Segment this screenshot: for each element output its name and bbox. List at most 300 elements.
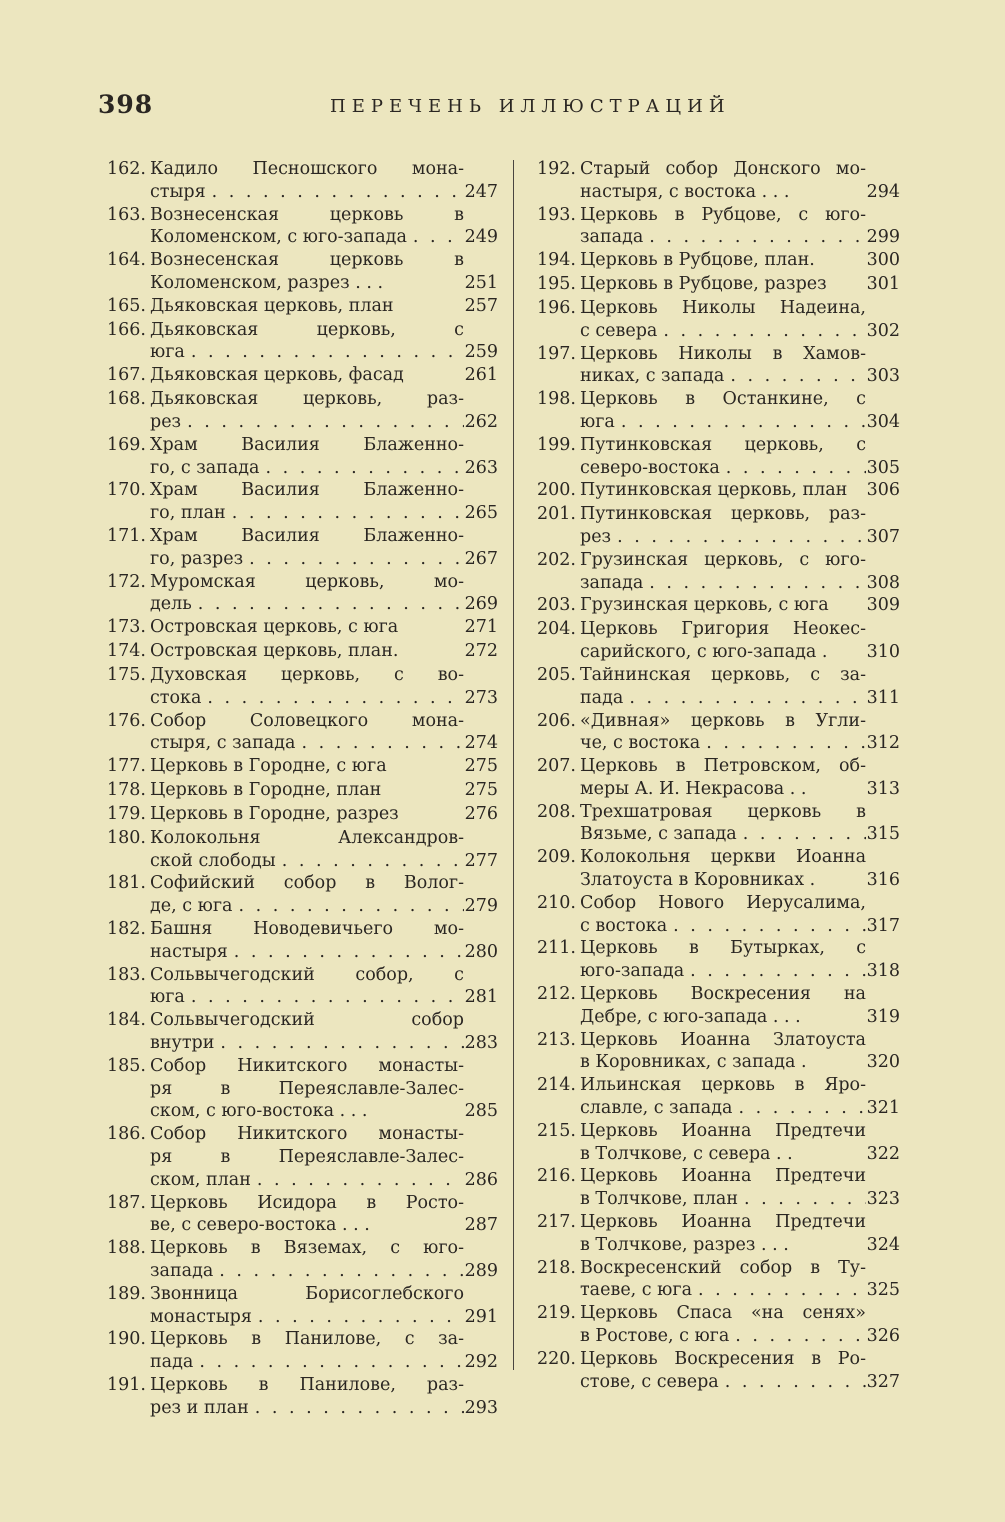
entry-number: 165. — [107, 295, 146, 316]
page-reference: 315 — [866, 824, 900, 845]
page-reference: 325 — [866, 1280, 900, 1301]
list-item — [104, 434, 498, 480]
entry-number: 203. — [537, 595, 576, 616]
entry-caption — [150, 779, 464, 802]
entry-caption — [580, 618, 866, 664]
entry-number: 210. — [537, 892, 576, 913]
caption-line: Островская церковь, с юга — [150, 617, 399, 638]
caption-line: в Толчкове, разрез . . . — [580, 1234, 789, 1255]
entry-caption — [150, 803, 464, 826]
entry-number: 202. — [537, 549, 576, 570]
list-item — [534, 846, 900, 892]
entry-number: 193. — [537, 204, 576, 225]
entry-number: 209. — [537, 847, 576, 868]
entry-caption — [580, 273, 866, 296]
caption-line: настыря, с востока . . . — [580, 181, 790, 202]
entry-caption — [580, 1029, 866, 1075]
caption-line: Тайнинская церковь, с за- — [580, 664, 866, 685]
caption-line: Духовская церковь, с во- — [150, 664, 464, 685]
list-item — [534, 249, 900, 273]
caption-line: юго-запада . . . — [580, 960, 866, 983]
caption-line: юга . . . — [150, 986, 464, 1009]
caption-line: Храм Василия Блаженно- — [150, 434, 464, 455]
caption-line: Церковь в Панилове, с за- — [150, 1329, 464, 1350]
caption-line: Муромская церковь, мо- — [150, 571, 464, 592]
caption-line: с севера . . . — [580, 320, 866, 343]
list-item — [534, 549, 900, 595]
entry-caption — [150, 872, 464, 918]
list-item — [104, 295, 498, 319]
page-reference: 318 — [866, 961, 900, 982]
list-item — [104, 779, 498, 803]
caption-line: Церковь Иоанна Златоуста — [580, 1029, 866, 1050]
list-item — [534, 1302, 900, 1348]
list-item — [534, 594, 900, 618]
list-item — [104, 249, 498, 295]
entry-caption — [150, 204, 464, 250]
page-reference: 263 — [464, 457, 498, 478]
caption-line: Собор Соловецкого мона- — [150, 710, 464, 731]
list-item — [534, 503, 900, 549]
page-reference: 307 — [866, 527, 900, 548]
list-item — [104, 479, 498, 525]
entry-number: 220. — [537, 1348, 576, 1369]
entry-caption — [150, 964, 464, 1010]
list-item — [104, 918, 498, 964]
list-item — [534, 1211, 900, 1257]
caption-line: запада . . . — [150, 1260, 464, 1283]
entry-caption — [150, 755, 464, 778]
caption-line: Софийский собор в Волог- — [150, 873, 464, 894]
page-reference: 281 — [464, 987, 498, 1008]
list-item — [104, 204, 498, 250]
caption-line: Кадило Песношского мона- — [150, 159, 464, 179]
entry-caption — [580, 249, 866, 272]
caption-line: Вознесенская церковь в — [150, 250, 464, 271]
entry-number: 180. — [107, 827, 146, 848]
list-item — [534, 1348, 900, 1394]
caption-line: Церковь Исидора в Росто- — [150, 1192, 464, 1213]
entry-caption — [580, 1348, 866, 1394]
page-reference: 272 — [464, 641, 498, 662]
page-reference: 275 — [464, 756, 498, 777]
caption-line: го, разрез . . . — [150, 548, 464, 571]
caption-line: Вознесенская церковь в — [150, 204, 464, 225]
entry-caption — [150, 640, 464, 663]
caption-line: ской слободы . . . — [150, 850, 464, 873]
page-reference: 289 — [464, 1260, 498, 1281]
entry-number: 177. — [107, 756, 146, 777]
entry-number: 178. — [107, 779, 146, 800]
caption-line: «Дивная» церковь в Угли- — [580, 710, 866, 731]
entry-caption — [150, 918, 464, 964]
entry-caption — [150, 1009, 464, 1055]
list-item — [104, 1009, 498, 1055]
list-item — [534, 297, 900, 343]
entry-caption — [580, 1165, 866, 1211]
caption-line: стока . . . — [150, 687, 464, 710]
entry-caption — [150, 249, 464, 295]
page-reference: 313 — [866, 778, 900, 799]
list-item — [104, 755, 498, 779]
entry-caption — [580, 158, 866, 204]
page-reference: 316 — [866, 870, 900, 891]
page-reference: 310 — [866, 642, 900, 663]
caption-line: ском, план . . . — [150, 1169, 464, 1192]
entry-number: 219. — [537, 1303, 576, 1324]
page-reference: 262 — [464, 411, 498, 432]
entry-number: 167. — [107, 365, 146, 386]
page-reference: 324 — [866, 1234, 900, 1255]
entry-number: 213. — [537, 1029, 576, 1050]
page-reference: 269 — [464, 594, 498, 615]
caption-line: Церковь Спаса «на сенях» — [580, 1303, 866, 1324]
entry-number: 187. — [107, 1192, 146, 1213]
entry-caption — [580, 937, 866, 983]
page-reference: 321 — [866, 1098, 900, 1119]
list-item — [104, 1328, 498, 1374]
list-item — [534, 388, 900, 434]
page-reference: 286 — [464, 1169, 498, 1190]
caption-line: Церковь в Рубцове, разрез — [580, 274, 827, 295]
caption-line: славле, с запада . . . — [580, 1097, 866, 1120]
page-reference: 274 — [464, 733, 498, 754]
caption-line: Дьяковская церковь, с — [150, 319, 464, 340]
list-item — [534, 1257, 900, 1303]
caption-line: Церковь в Городне, с юга — [150, 756, 387, 777]
caption-line: Колокольня Александров- — [150, 827, 464, 848]
caption-line: Вязьме, с запада . . . — [580, 823, 866, 846]
caption-line: рез . . . — [580, 526, 866, 549]
caption-line: Звонница Борисоглебского — [150, 1283, 464, 1304]
caption-line: Колокольня церкви Иоанна — [580, 847, 866, 868]
entry-number: 188. — [107, 1238, 146, 1259]
caption-line: Сольвычегодский собор — [150, 1010, 464, 1031]
page-reference: 265 — [464, 503, 498, 524]
page-reference: 308 — [866, 572, 900, 593]
page-reference: 293 — [464, 1397, 498, 1418]
page-reference: 247 — [464, 181, 498, 202]
entry-number: 201. — [537, 504, 576, 525]
running-title: ПЕРЕЧЕНЬ ИЛЛЮСТРАЦИЙ — [330, 96, 731, 117]
list-item — [104, 872, 498, 918]
entry-number: 218. — [537, 1257, 576, 1278]
entry-caption — [150, 616, 464, 639]
caption-line: го, с запада . . . — [150, 457, 464, 480]
page-reference: 301 — [866, 274, 900, 295]
entry-caption — [150, 571, 464, 617]
list-item — [534, 158, 900, 204]
list-item — [534, 801, 900, 847]
page-reference: 312 — [866, 733, 900, 754]
page-reference: 304 — [866, 411, 900, 432]
entry-number: 184. — [107, 1010, 146, 1031]
caption-line: пада . . . — [580, 687, 866, 710]
list-item — [104, 710, 498, 756]
caption-line: Башня Новодевичьего мо- — [150, 918, 464, 939]
page-reference: 319 — [866, 1006, 900, 1027]
page-reference: 320 — [866, 1052, 900, 1073]
caption-line: Церковь Иоанна Предтечи — [580, 1166, 866, 1187]
entry-caption — [580, 479, 866, 502]
entry-caption — [580, 503, 866, 549]
list-item — [534, 1074, 900, 1120]
caption-line: запада . . . — [580, 572, 866, 595]
page-reference: 326 — [866, 1326, 900, 1347]
caption-line: ском, с юго-востока . . . — [150, 1101, 368, 1122]
caption-line: сарийского, с юго-запада . — [580, 642, 828, 663]
entry-number: 208. — [537, 801, 576, 822]
list-item — [534, 983, 900, 1029]
page-reference: 251 — [464, 272, 498, 293]
caption-line: Старый собор Донского мо- — [580, 159, 866, 179]
page-reference: 292 — [464, 1352, 498, 1373]
caption-line: настыря . . . — [150, 941, 464, 964]
caption-line: Путинковская церковь, раз- — [580, 504, 866, 525]
entry-number: 182. — [107, 918, 146, 939]
caption-line: дель . . . — [150, 593, 464, 616]
entry-number: 172. — [107, 571, 146, 592]
entry-number: 162. — [107, 159, 146, 179]
page-reference: 327 — [866, 1371, 900, 1392]
list-item — [534, 755, 900, 801]
caption-line: Церковь Воскресения на — [580, 984, 866, 1005]
page-reference: 294 — [866, 181, 900, 202]
page-reference: 277 — [464, 850, 498, 871]
caption-line: ря в Переяславле-Залес- — [150, 1146, 464, 1167]
caption-line: Дьяковская церковь, план — [150, 295, 394, 316]
entry-caption — [150, 1192, 464, 1238]
entry-number: 199. — [537, 434, 576, 455]
list-item — [104, 1374, 498, 1420]
caption-line: в Толчкове, план . . . — [580, 1188, 866, 1211]
caption-line: запада . . . — [580, 226, 866, 249]
caption-line: Храм Василия Блаженно- — [150, 480, 464, 501]
entry-number: 204. — [537, 619, 576, 640]
caption-line: пада . . . — [150, 1351, 464, 1374]
entry-number: 176. — [107, 710, 146, 731]
page-reference: 261 — [464, 365, 498, 386]
entry-caption — [580, 1302, 866, 1348]
caption-line: Дьяковская церковь, раз- — [150, 389, 464, 410]
entry-number: 207. — [537, 756, 576, 777]
entry-caption — [150, 479, 464, 525]
list-item — [534, 1029, 900, 1075]
caption-line: Златоуста в Коровниках . — [580, 870, 816, 891]
entry-caption — [150, 827, 464, 873]
caption-line: в Ростове, с юга . . . — [580, 1325, 866, 1348]
entry-caption — [150, 1123, 464, 1191]
entry-number: 179. — [107, 803, 146, 824]
entry-caption — [580, 1211, 866, 1257]
entry-number: 196. — [537, 297, 576, 318]
page-reference: 275 — [464, 779, 498, 800]
list-item — [534, 937, 900, 983]
page-reference: 309 — [866, 595, 900, 616]
entry-number: 163. — [107, 204, 146, 225]
entry-number: 171. — [107, 525, 146, 546]
caption-line: де, с юга . . . — [150, 895, 464, 918]
caption-line: Церковь в Петровском, об- — [580, 756, 866, 777]
page-reference: 279 — [464, 896, 498, 917]
caption-line: Церковь в Рубцове, план. — [580, 250, 815, 271]
entry-caption — [580, 204, 866, 250]
caption-line: Церковь в Останкине, с — [580, 389, 866, 410]
page-reference: 322 — [866, 1143, 900, 1164]
caption-line: Церковь в Городне, план — [150, 779, 382, 800]
entry-number: 170. — [107, 480, 146, 501]
caption-line: Церковь Иоанна Предтечи — [580, 1120, 866, 1141]
entry-caption — [580, 594, 866, 617]
list-item — [104, 525, 498, 571]
page-number: 398 — [98, 90, 154, 119]
caption-line: Церковь Иоанна Предтечи — [580, 1212, 866, 1233]
caption-line: меры А. И. Некрасова . . — [580, 778, 807, 799]
page-reference: 323 — [866, 1189, 900, 1210]
page-reference: 276 — [464, 803, 498, 824]
list-item — [104, 827, 498, 873]
entry-number: 197. — [537, 343, 576, 364]
list-item — [534, 710, 900, 756]
caption-line: внутри . . . — [150, 1032, 464, 1055]
left-column — [104, 158, 498, 1419]
entry-caption — [580, 983, 866, 1029]
entry-caption — [150, 525, 464, 571]
list-item — [104, 803, 498, 827]
caption-line: го, план . . . — [150, 502, 464, 525]
list-item — [104, 1283, 498, 1329]
entry-number: 205. — [537, 664, 576, 685]
entry-number: 168. — [107, 389, 146, 410]
entry-caption — [150, 1237, 464, 1283]
caption-line: юга . . . — [580, 411, 866, 434]
caption-line: ве, с северо-востока . . . — [150, 1215, 370, 1236]
caption-line: Путинковская церковь, с — [580, 434, 866, 455]
caption-line: Путинковская церковь, план — [580, 480, 848, 501]
entry-caption — [580, 1074, 866, 1120]
caption-line: Дьяковская церковь, фасад — [150, 365, 404, 386]
entry-caption — [580, 1257, 866, 1303]
entry-caption — [580, 710, 866, 756]
entry-number: 183. — [107, 964, 146, 985]
page-reference: 291 — [464, 1306, 498, 1327]
caption-line: че, с востока . . . — [580, 732, 866, 755]
caption-line: Трехшатровая церковь в — [580, 801, 866, 822]
entry-caption — [580, 846, 866, 892]
caption-line: Грузинская церковь, с юго- — [580, 549, 866, 570]
entry-caption — [150, 1283, 464, 1329]
caption-line: Церковь в Вяземах, с юго- — [150, 1238, 464, 1259]
caption-line: рез и план . . . — [150, 1397, 464, 1420]
list-item — [104, 319, 498, 365]
list-item — [534, 434, 900, 480]
caption-line: Собор Нового Иерусалима, — [580, 892, 866, 913]
entry-caption — [580, 549, 866, 595]
page-reference: 299 — [866, 227, 900, 248]
page-reference: 285 — [464, 1101, 498, 1122]
entry-caption — [580, 664, 866, 710]
entry-number: 174. — [107, 641, 146, 662]
list-item — [534, 204, 900, 250]
page-reference: 280 — [464, 941, 498, 962]
entry-caption — [580, 1120, 866, 1166]
list-item — [104, 388, 498, 434]
page-reference: 302 — [866, 320, 900, 341]
caption-line: Дебре, с юго-запада . . . — [580, 1006, 801, 1027]
page-reference: 267 — [464, 548, 498, 569]
entry-number: 214. — [537, 1075, 576, 1096]
caption-line: стыря, с запада . . . — [150, 732, 464, 755]
page-reference: 287 — [464, 1215, 498, 1236]
entry-caption — [150, 1328, 464, 1374]
entry-number: 191. — [107, 1374, 146, 1395]
caption-line: Церковь в Бутырках, с — [580, 938, 866, 959]
list-item — [104, 616, 498, 640]
list-item — [104, 1123, 498, 1191]
page-header — [98, 90, 898, 126]
page-reference: 317 — [866, 915, 900, 936]
list-item — [534, 479, 900, 503]
caption-line: Собор Никитского монасты- — [150, 1055, 464, 1076]
entry-caption — [580, 343, 866, 389]
page-reference: 271 — [464, 617, 498, 638]
entry-caption — [150, 295, 464, 318]
caption-line: Церковь Николы Надеина, — [580, 297, 866, 318]
caption-line: Воскресенский собор в Ту- — [580, 1257, 866, 1278]
entry-number: 206. — [537, 710, 576, 731]
entry-number: 200. — [537, 480, 576, 501]
page-reference: 303 — [866, 366, 900, 387]
caption-line: таеве, с юга . . . — [580, 1279, 866, 1302]
caption-line: Ильинская церковь в Яро- — [580, 1075, 866, 1096]
entry-number: 194. — [537, 250, 576, 271]
entry-caption — [580, 892, 866, 938]
caption-line: никах, с запада . . . — [580, 365, 866, 388]
list-item — [104, 1055, 498, 1123]
entry-number: 173. — [107, 617, 146, 638]
entry-caption — [580, 755, 866, 801]
list-item — [534, 664, 900, 710]
caption-line: стыря . . . — [150, 181, 464, 204]
list-item — [534, 618, 900, 664]
entry-caption — [580, 388, 866, 434]
caption-line: Храм Василия Блаженно- — [150, 525, 464, 546]
entry-number: 181. — [107, 873, 146, 894]
caption-line: ря в Переяславле-Залес- — [150, 1078, 464, 1099]
list-item — [104, 158, 498, 204]
entry-caption — [150, 158, 464, 204]
list-item — [104, 1192, 498, 1238]
entry-caption — [150, 388, 464, 434]
entry-number: 166. — [107, 319, 146, 340]
entry-caption — [580, 297, 866, 343]
entry-number: 189. — [107, 1283, 146, 1304]
entry-number: 190. — [107, 1329, 146, 1350]
caption-line: юга . . . — [150, 341, 464, 364]
caption-line: Грузинская церковь, с юга — [580, 595, 829, 616]
entry-number: 212. — [537, 984, 576, 1005]
right-column — [534, 158, 900, 1393]
entry-caption — [150, 319, 464, 365]
entry-caption — [150, 664, 464, 710]
caption-line: стове, с севера . . . — [580, 1371, 866, 1394]
caption-line: рез . . . — [150, 411, 464, 434]
list-item — [534, 273, 900, 297]
entry-number: 186. — [107, 1124, 146, 1145]
caption-line: Коломенском, разрез . . . — [150, 272, 384, 293]
entry-caption — [580, 434, 866, 480]
caption-line: Собор Никитского монасты- — [150, 1124, 464, 1145]
